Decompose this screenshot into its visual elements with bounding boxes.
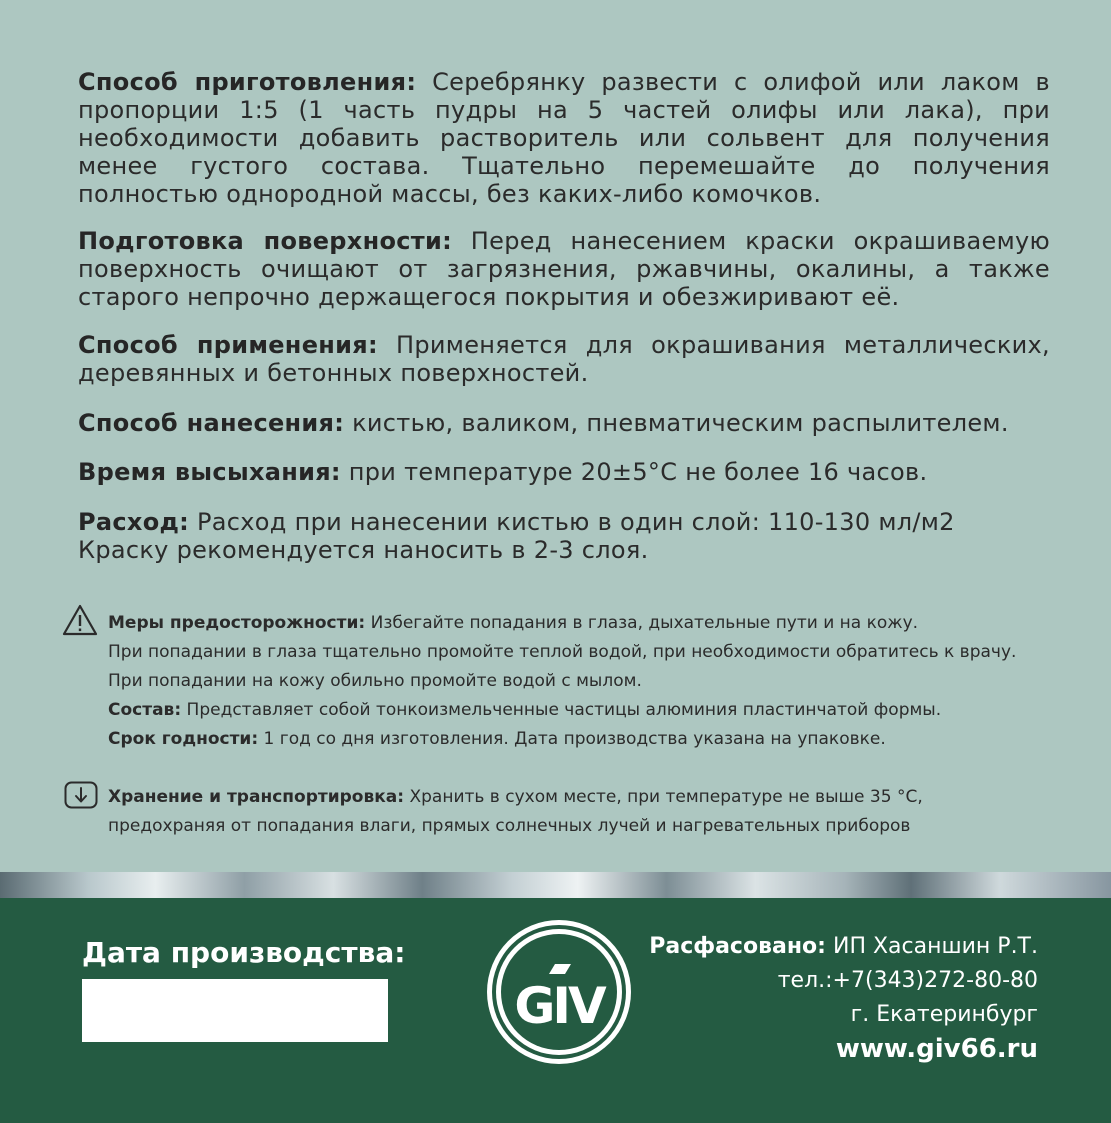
storage-line-2: предохраняя от попадания влаги, прямых солнечных лучей и нагревательных приборов <box>108 816 911 836</box>
safety-line-3: При попадании на кожу обильно промойте водой с мылом. <box>108 671 642 691</box>
usage-label: Способ применения: <box>78 331 378 359</box>
application-text: кистью, валиком, пневматическим распылителем. <box>352 409 1009 437</box>
drying-paragraph <box>78 458 1050 486</box>
phone-number: тел.:+7(343)272-80-80 <box>777 968 1038 993</box>
application-label: Способ нанесения: <box>78 409 345 437</box>
footer-panel <box>0 898 1111 1123</box>
consumption-label: Расход: <box>78 508 190 536</box>
storage-line-1 <box>108 783 1098 812</box>
composition-line <box>108 696 1098 725</box>
safety-line-1 <box>108 609 1098 638</box>
composition-text: Представляет собой тонкоизмельченные частицы алюминия пластинчатой формы. <box>186 700 942 720</box>
consumption-paragraph <box>78 508 1050 564</box>
drying-label: Время высыхания: <box>78 458 341 486</box>
safety-line-2: При попадании в глаза тщательно промойте теплой водой, при необходимости обратитесь к врачу. <box>108 642 1017 662</box>
consumption-line2: Краску рекомендуется наносить в 2-3 слоя. <box>78 536 649 564</box>
storage-block <box>108 783 1098 841</box>
down-arrow-box-icon <box>64 781 98 809</box>
giv-logo <box>483 916 635 1068</box>
storage-label: Хранение и транспортировка: <box>108 787 405 807</box>
website-link[interactable]: www.giv66.ru <box>835 1034 1038 1064</box>
preparation-label: Способ приготовления: <box>78 68 417 96</box>
shelf-life-label: Срок годности: <box>108 729 259 749</box>
shelf-life-line <box>108 725 1098 754</box>
packer-info <box>649 930 1038 1032</box>
metallic-stripe <box>0 872 1111 898</box>
safety-block <box>108 609 1098 754</box>
usage-text: Применяется для окрашивания металлических, деревянных и бетонных поверхностей. <box>78 331 1050 387</box>
drying-text: при температуре 20±5°С не более 16 часов. <box>348 458 928 486</box>
packer-line <box>649 930 1038 964</box>
production-date-label: Дата производства: <box>82 936 406 969</box>
production-date-box <box>82 979 388 1042</box>
packed-by: ИП Хасаншин Р.Т. <box>832 934 1038 959</box>
warning-triangle-icon <box>62 604 98 636</box>
safety-text: Избегайте попадания в глаза, дыхательные пути и на кожу. <box>370 613 919 633</box>
city: г. Екатеринбург <box>850 1002 1038 1027</box>
composition-label: Состав: <box>108 700 182 720</box>
packed-label: Расфасовано: <box>649 934 826 959</box>
surface-text: Перед нанесением краски окрашиваемую поверхность очищают от загрязнения, ржавчины, окалины, а также старого непрочно держащегося покрытия и обезжиривают её. <box>78 227 1050 311</box>
shelf-life-text: 1 год со дня изготовления. Дата производства указана на упаковке. <box>263 729 886 749</box>
preparation-paragraph <box>78 68 1050 208</box>
consumption-text: Расход при нанесении кистью в один слой: 110-130 мл/м2 <box>197 508 955 536</box>
usage-paragraph <box>78 331 1050 387</box>
logo-text: GIV <box>514 977 604 1035</box>
surface-label: Подготовка поверхности: <box>78 227 452 255</box>
surface-paragraph <box>78 227 1050 311</box>
storage-text: Хранить в сухом месте, при температуре не выше 35 °С, <box>409 787 923 807</box>
application-paragraph <box>78 409 1050 437</box>
safety-label: Меры предосторожности: <box>108 613 366 633</box>
preparation-text: Серебрянку развести с олифой или лаком в пропорции 1:5 (1 часть пудры на 5 частей олифы или лака), при необходимости добавить растворитель или сольвент для получения менее густого состава. Тщательно перемешайте до получения полностью однородной массы, без каких-либо комочков. <box>78 68 1050 208</box>
